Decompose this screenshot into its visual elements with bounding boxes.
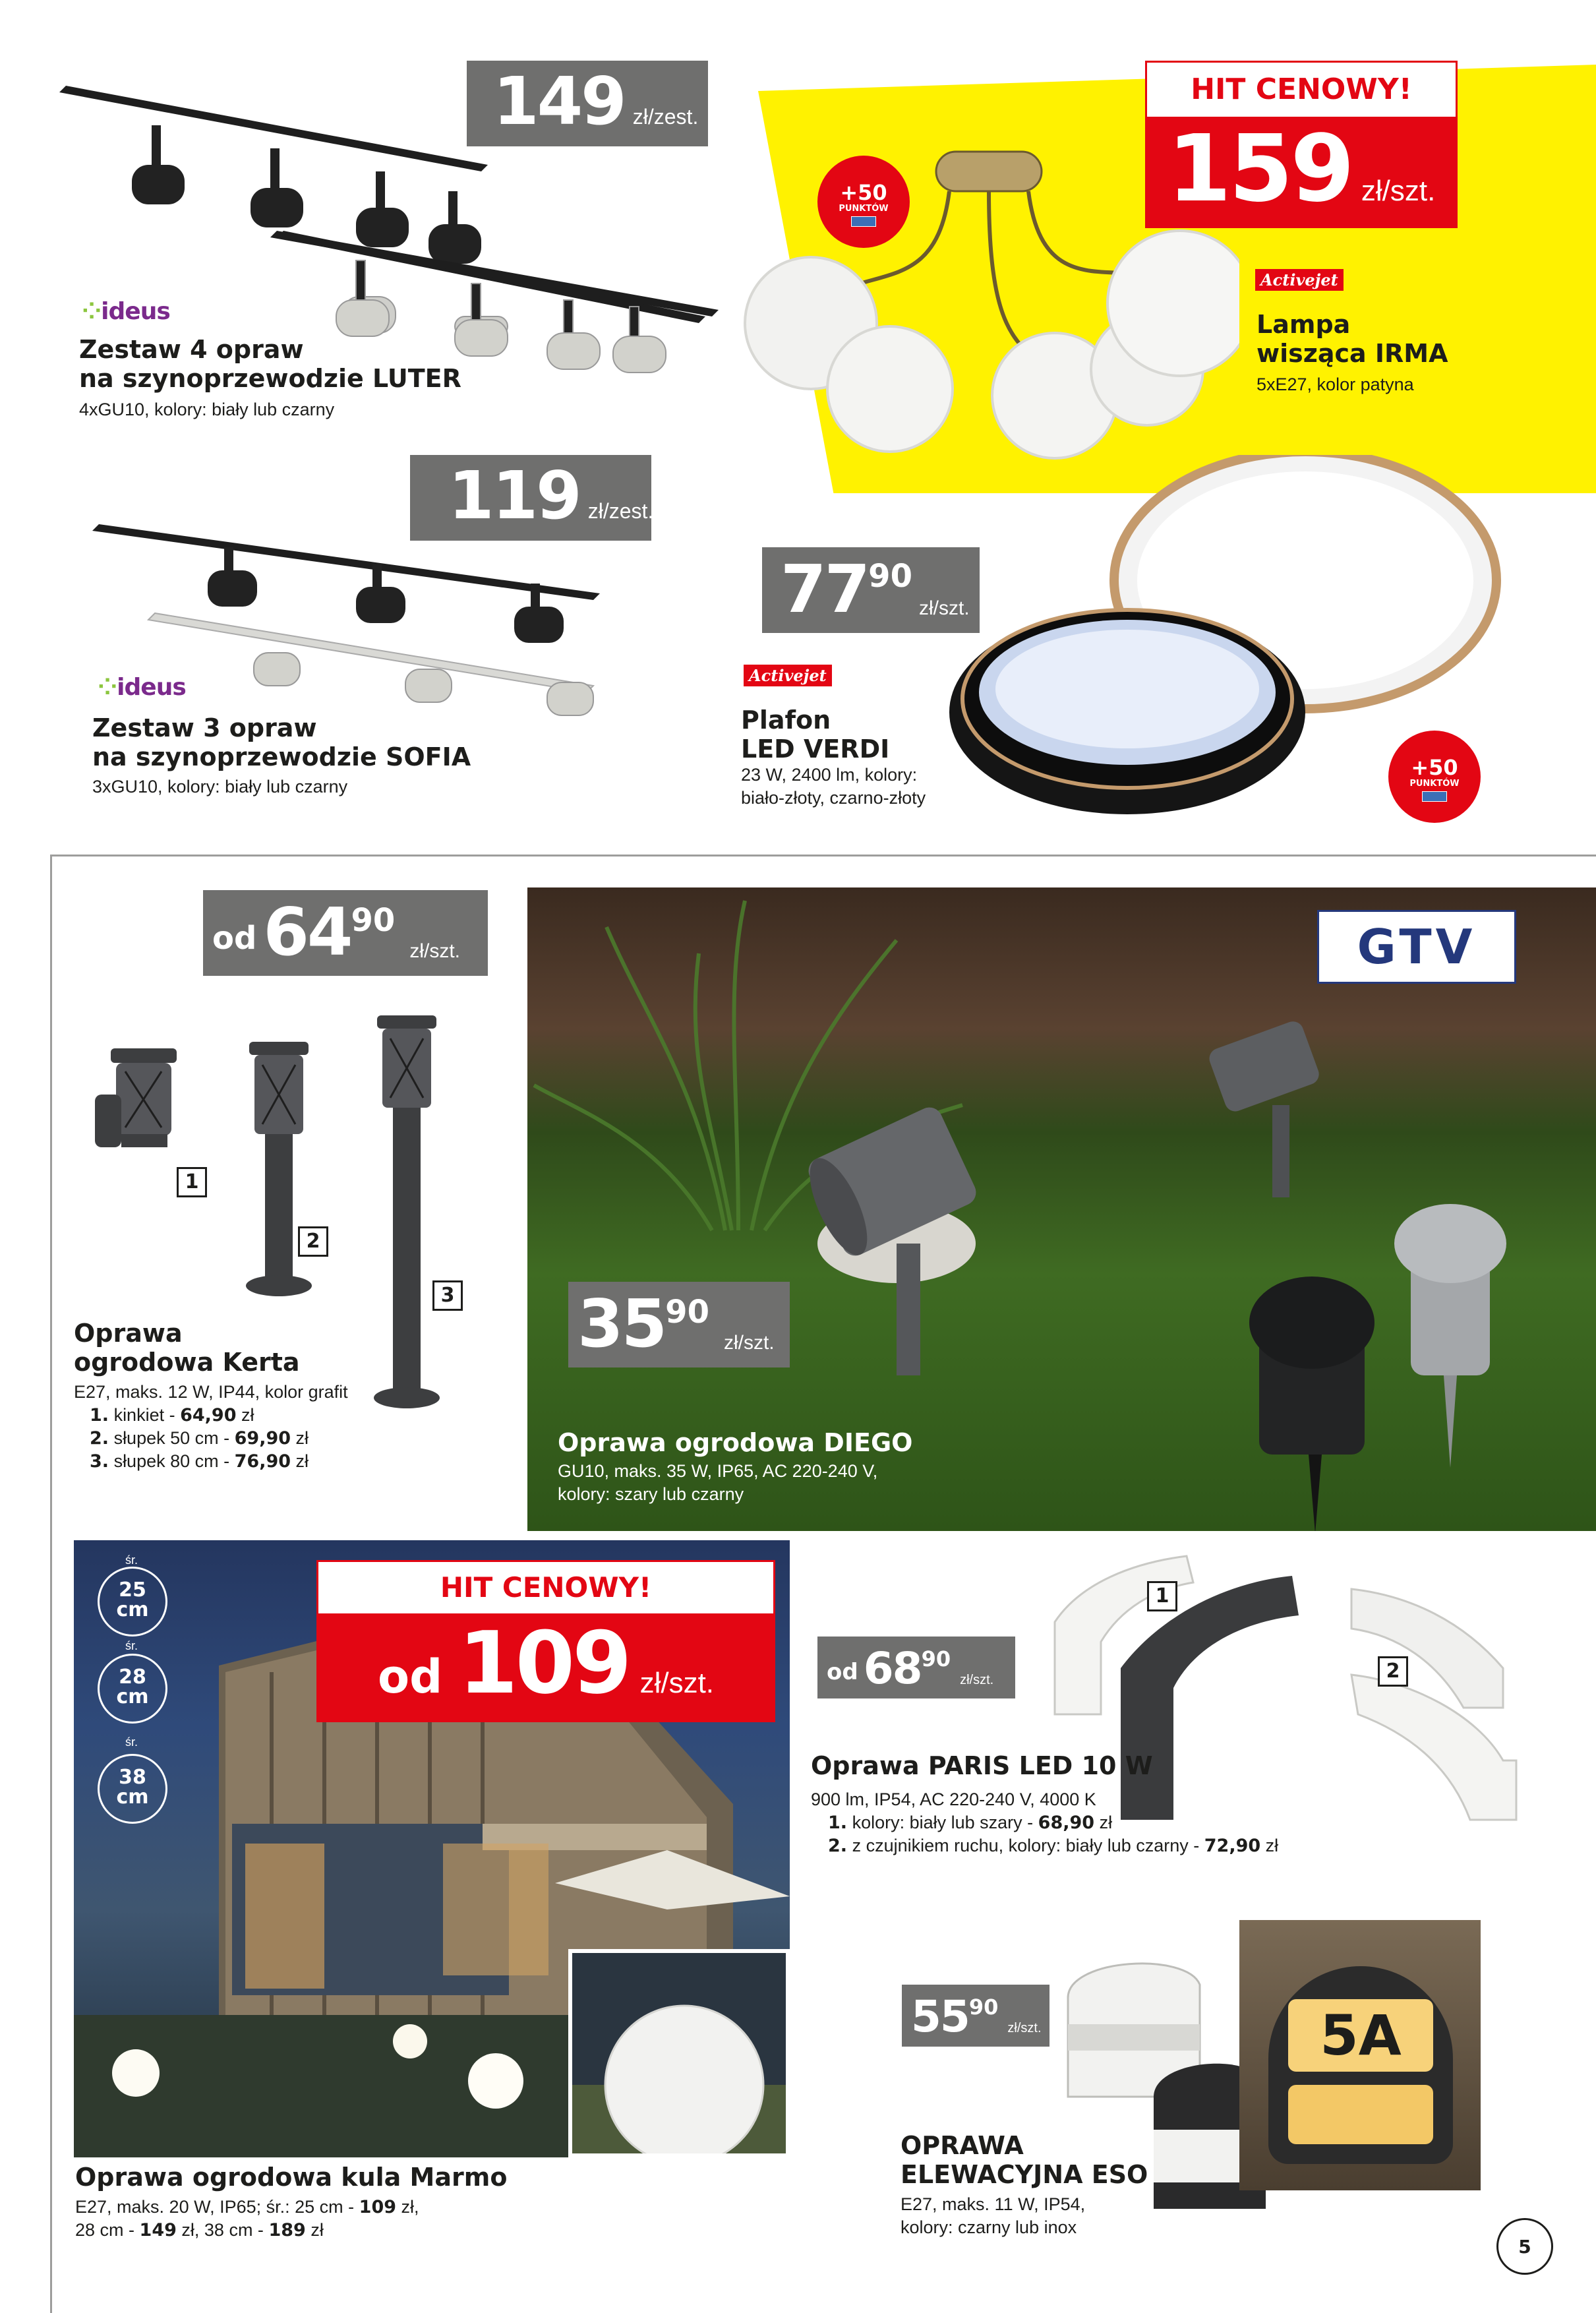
luter-title-line1: Zestaw 4 opraw bbox=[79, 335, 304, 364]
verdi-desc-line2: biało-złoty, czarno-złoty bbox=[741, 788, 926, 808]
marmo-desc-line1: E27, maks. 20 W, IP65; śr.: 25 cm - 109 zł, bbox=[75, 2197, 419, 2217]
luter-title bbox=[79, 335, 461, 393]
irma-title bbox=[1256, 310, 1448, 368]
eso-house-number: 5A bbox=[1320, 2003, 1402, 2068]
irma-price: 159 bbox=[1167, 115, 1352, 223]
kerta-title-line1: Oprawa bbox=[74, 1319, 183, 1348]
paris-desc-line: 900 lm, IP54, AC 220-240 V, 4000 K bbox=[811, 1789, 1096, 1809]
luter-price-unit: zł/zest. bbox=[632, 105, 699, 129]
verdi-points: +50 bbox=[1411, 755, 1458, 780]
eso-price-tag bbox=[902, 1985, 1049, 2047]
marmo-diam-28-badge bbox=[98, 1654, 167, 1724]
marmo-diam-25-value: 25 bbox=[119, 1578, 146, 1602]
eso-title-line2: ELEWACYJNA ESO bbox=[901, 2160, 1148, 2189]
eso-title-line1: OPRAWA bbox=[901, 2131, 1024, 2160]
marmo-price-prefix: od bbox=[377, 1650, 443, 1704]
verdi-title-line2: LED VERDI bbox=[741, 735, 890, 764]
verdi-price-unit: zł/szt. bbox=[918, 597, 970, 619]
irma-hit-price-box bbox=[1145, 61, 1458, 228]
diego-desc bbox=[558, 1460, 877, 1506]
verdi-price-tag bbox=[762, 547, 980, 633]
paris-number-1: 1 bbox=[1147, 1581, 1177, 1611]
diego-price-tag bbox=[568, 1282, 790, 1367]
eso-house-number-lamp bbox=[1268, 1966, 1453, 2164]
marmo-diam-label-1: śr. bbox=[125, 1553, 138, 1567]
irma-hit-label: HIT CENOWY! bbox=[1191, 73, 1412, 106]
kerta-price-prefix: od bbox=[212, 920, 257, 957]
sofia-title-line1: Zestaw 3 opraw bbox=[92, 713, 317, 742]
gtv-brand-text: GTV bbox=[1357, 919, 1477, 975]
marmo-price: 109 bbox=[458, 1613, 630, 1713]
luter-brand-logo: ⁘ideus bbox=[82, 298, 170, 325]
marmo-title: Oprawa ogrodowa kula Marmo bbox=[75, 2163, 508, 2192]
sofia-desc: 3xGU10, kolory: biały lub czarny bbox=[92, 777, 348, 796]
kerta-desc bbox=[74, 1381, 348, 1473]
marmo-diam-25-badge bbox=[98, 1567, 167, 1637]
paris-number-2: 2 bbox=[1378, 1656, 1408, 1687]
luter-title-line2: na szynoprzewodzie LUTER bbox=[79, 364, 461, 393]
kerta-item-1: 1. kinkiet - 64,90 zł bbox=[90, 1405, 254, 1426]
eso-desc bbox=[901, 2193, 1085, 2239]
irma-points-badge bbox=[817, 156, 910, 248]
verdi-points-card-icon bbox=[1422, 791, 1447, 802]
eso-desc-line2: kolory: czarny lub inox bbox=[901, 2217, 1077, 2237]
eso-house-number-photo bbox=[1239, 1920, 1481, 2190]
irma-points: +50 bbox=[840, 180, 887, 205]
sofia-title-line2: na szynoprzewodzie SOFIA bbox=[92, 742, 471, 771]
verdi-desc-line1: 23 W, 2400 lm, kolory: bbox=[741, 765, 918, 785]
marmo-desc-line2: 28 cm - 149 zł, 38 cm - 189 zł bbox=[75, 2220, 324, 2240]
diego-title: Oprawa ogrodowa DIEGO bbox=[558, 1428, 913, 1457]
verdi-points-label: PUNKTÓW bbox=[1409, 779, 1460, 789]
marmo-price-unit: zł/szt. bbox=[639, 1667, 715, 1699]
kerta-price-tag bbox=[203, 890, 488, 976]
marmo-diam-28-unit: cm bbox=[116, 1685, 149, 1708]
kerta-item-3: 3. słupek 80 cm - 76,90 zł bbox=[90, 1451, 309, 1472]
paris-price-tag bbox=[817, 1637, 1015, 1698]
paris-desc bbox=[811, 1788, 1278, 1857]
marmo-diam-25-unit: cm bbox=[116, 1598, 149, 1621]
sofia-price-unit: zł/zest. bbox=[587, 499, 654, 523]
marmo-hit-label: HIT CENOWY! bbox=[440, 1571, 652, 1604]
marmo-diam-38-unit: cm bbox=[116, 1786, 149, 1809]
paris-price-cents: 90 bbox=[921, 1646, 951, 1671]
marmo-diam-label-2: śr. bbox=[125, 1639, 138, 1652]
irma-price-unit: zł/szt. bbox=[1361, 175, 1436, 207]
irma-desc: 5xE27, kolor patyna bbox=[1256, 375, 1414, 394]
paris-item-1: 1. kolory: biały lub szary - 68,90 zł bbox=[828, 1813, 1113, 1833]
kerta-number-3: 3 bbox=[432, 1280, 463, 1311]
diego-desc-line2: kolory: szary lub czarny bbox=[558, 1484, 744, 1504]
irma-brand-logo: Activejet bbox=[1255, 269, 1344, 291]
irma-points-label: PUNKTÓW bbox=[839, 204, 889, 214]
diego-price-unit: zł/szt. bbox=[723, 1332, 775, 1354]
marmo-diam-label-3: śr. bbox=[125, 1735, 138, 1749]
paris-title: Oprawa PARIS LED 10 W bbox=[811, 1751, 1153, 1780]
eso-house-number-panel bbox=[1288, 1999, 1433, 2072]
verdi-desc bbox=[741, 764, 926, 810]
marmo-ball-image bbox=[572, 1953, 790, 2157]
kerta-item-2: 2. słupek 50 cm - 69,90 zł bbox=[90, 1428, 309, 1449]
diego-price-cents: 90 bbox=[665, 1294, 709, 1331]
marmo-ball-inset bbox=[568, 1949, 790, 2157]
marmo-diam-38-badge bbox=[98, 1754, 167, 1824]
paris-price-main: 68 bbox=[863, 1643, 922, 1694]
eso-price-main: 55 bbox=[911, 1991, 969, 2042]
gtv-brand-logo bbox=[1317, 910, 1516, 984]
page-number-badge bbox=[1496, 2218, 1553, 2275]
marmo-desc bbox=[75, 2196, 419, 2242]
irma-title-line2: wisząca IRMA bbox=[1256, 339, 1448, 368]
verdi-points-badge bbox=[1388, 731, 1481, 823]
kerta-number-1: 1 bbox=[177, 1167, 207, 1197]
page-number: 5 bbox=[1518, 2235, 1531, 2258]
luter-price: 149 bbox=[493, 63, 625, 140]
eso-desc-line1: E27, maks. 11 W, IP54, bbox=[901, 2194, 1086, 2214]
verdi-title bbox=[741, 706, 889, 764]
section-divider bbox=[50, 855, 1596, 856]
kerta-desc-line: E27, maks. 12 W, IP44, kolor grafit bbox=[74, 1382, 348, 1402]
kerta-price-cents: 90 bbox=[351, 902, 396, 939]
irma-points-card-icon bbox=[851, 216, 876, 227]
paris-price-unit: zł/szt. bbox=[960, 1673, 994, 1687]
verdi-price-main: 77 bbox=[781, 551, 869, 628]
eso-house-number-glow bbox=[1288, 2085, 1433, 2144]
kerta-price-main: 64 bbox=[263, 893, 351, 971]
section-left-border bbox=[50, 855, 52, 2313]
luter-desc: 4xGU10, kolory: biały lub czarny bbox=[79, 400, 335, 419]
sofia-price: 119 bbox=[448, 457, 580, 534]
eso-price-cents: 90 bbox=[968, 1995, 999, 2020]
eso-title bbox=[901, 2131, 1148, 2189]
marmo-diam-38-value: 38 bbox=[119, 1766, 146, 1789]
sofia-brand-logo: ⁘ideus bbox=[98, 674, 186, 701]
sofia-title bbox=[92, 713, 471, 771]
diego-desc-line1: GU10, maks. 35 W, IP65, AC 220-240 V, bbox=[558, 1461, 878, 1481]
marmo-hit-price-box bbox=[316, 1560, 775, 1722]
diego-price-main: 35 bbox=[577, 1285, 666, 1362]
marmo-hit-price bbox=[318, 1613, 773, 1720]
paris-price-prefix: od bbox=[827, 1659, 858, 1685]
irma-hit-price bbox=[1147, 117, 1456, 226]
verdi-title-line1: Plafon bbox=[741, 706, 831, 735]
paris-item-2: 2. z czujnikiem ruchu, kolory: biały lub czarny - 72,90 zł bbox=[828, 1836, 1279, 1856]
marmo-diam-28-value: 28 bbox=[119, 1666, 146, 1689]
eso-price-unit: zł/szt. bbox=[1007, 2021, 1042, 2035]
kerta-price-unit: zł/szt. bbox=[409, 940, 460, 962]
luter-price-tag bbox=[467, 61, 708, 146]
kerta-number-2: 2 bbox=[298, 1226, 328, 1257]
verdi-price-cents: 90 bbox=[868, 558, 912, 595]
kerta-title-line2: ogrodowa Kerta bbox=[74, 1348, 300, 1377]
irma-title-line1: Lampa bbox=[1256, 310, 1351, 339]
kerta-title bbox=[74, 1319, 300, 1377]
verdi-brand-logo: Activejet bbox=[744, 665, 832, 686]
